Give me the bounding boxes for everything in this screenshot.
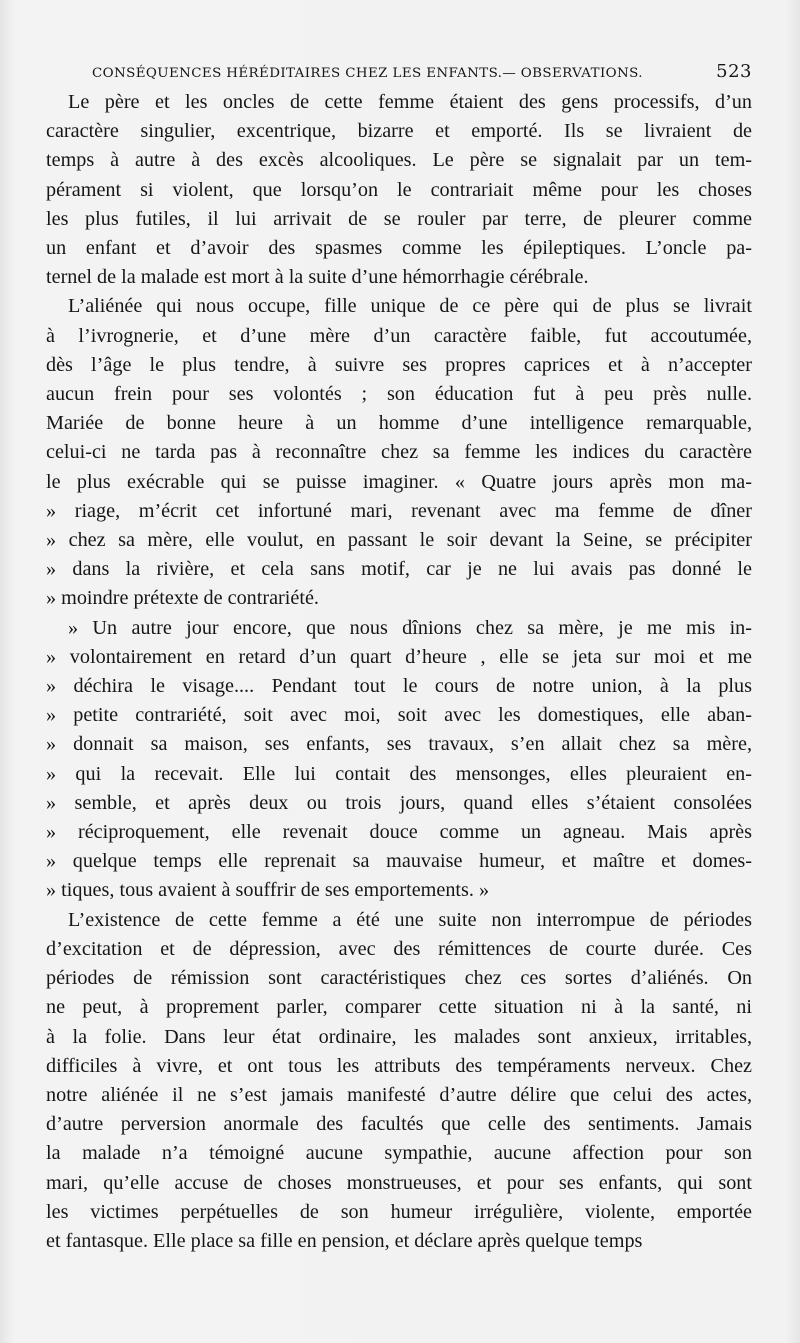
text-line: Le père et les oncles de cette femme étaient des gens processifs, d’un [68,91,752,113]
text-line: caractère singulier, excentrique, bizarre et emporté. Ils se livraient de [46,120,752,143]
text-line: » moindre prétexte de contrariété. [46,587,319,610]
text-line: à l’ivrognerie, et d’une mère d’un caractère faible, fut accoutumée, [46,324,752,347]
paragraph [46,614,752,906]
text-line: pérament si violent, que lorsqu’on le contrariait même pour les choses [46,178,752,201]
text-line: et fantasque. Elle place sa fille en pension, et déclare après quelque temps [46,1229,643,1252]
text-line: à la folie. Dans leur état ordinaire, les malades sont anxieux, irritables, [46,1025,752,1048]
running-head [46,58,752,88]
text-line: » chez sa mère, elle voulut, en passant le soir devant la Seine, se précipiter [46,529,752,552]
text-line: un enfant et d’avoir des spasmes comme les épileptiques. L’oncle pa- [46,237,752,260]
running-head-title: CONSÉQUENCES HÉRÉDITAIRES CHEZ LES ENFANTS.— OBSERVATIONS. [92,66,643,81]
paragraph [46,292,752,613]
text-line: les plus futiles, il lui arrivait de se rouler par terre, de pleurer comme [46,207,752,230]
text-line: notre aliénée il ne s’est jamais manifesté d’autre délire que celui des actes, [46,1083,752,1106]
text-line: difficiles à vivre, et ont tous les attributs des tempéraments nerveux. Chez [46,1054,752,1077]
page-number: 523 [716,61,752,82]
body-text [46,88,752,1256]
text-line: le plus exécrable qui se puisse imaginer. « Quatre jours après mon ma- [46,470,752,493]
text-line: » volontairement en retard d’un quart d’heure , elle se jeta sur moi et me [46,645,752,668]
text-line: » riage, m’écrit cet infortuné mari, revenant avec ma femme de dîner [46,499,752,522]
text-line: » Un autre jour encore, que nous dînions chez sa mère, je me mis in- [68,616,752,639]
text-line: ternel de la malade est mort à la suite d’une hémorrhagie cérébrale. [46,266,589,289]
paragraph [46,88,752,292]
text-line: » réciproquement, elle revenait douce comme un agneau. Mais après [46,821,752,844]
text-line: » dans la rivière, et cela sans motif, car je ne lui avais pas donné le [46,558,752,581]
text-line: » quelque temps elle reprenait sa mauvaise humeur, et maître et domes- [46,850,752,873]
text-line: » tiques, tous avaient à souffrir de ses emportements. » [46,879,490,902]
text-line: ne peut, à proprement parler, comparer cette situation ni à la santé, ni [46,996,752,1019]
text-line: d’excitation et de dépression, avec des rémittences de courte durée. Ces [46,937,752,960]
text-line: temps à autre à des excès alcooliques. Le père se signalait par un tem- [46,149,752,172]
text-line: d’autre perversion anormale des facultés que celle des sentiments. Jamais [46,1113,752,1136]
text-line: L’aliénée qui nous occupe, fille unique de ce père qui de plus se livrait [68,295,752,318]
text-line: mari, qu’elle accuse de choses monstrueuses, et pour ses enfants, qui sont [46,1171,752,1194]
text-line: » qui la recevait. Elle lui contait des mensonges, elles pleuraient en- [46,762,752,785]
text-line: » semble, et après deux ou trois jours, quand elles s’étaient consolées [46,791,752,814]
text-line: périodes de rémission sont caractéristiques chez ces sortes d’aliénés. On [46,967,752,990]
paragraph [46,906,752,1256]
text-line: celui-ci ne tarda pas à reconnaître chez sa femme les indices du caractère [46,441,752,464]
text-line: L’existence de cette femme a été une suite non interrompue de périodes [68,908,752,931]
text-line: » déchira le visage.... Pendant tout le cours de notre union, à la plus [46,675,752,698]
text-line: les victimes perpétuelles de son humeur irrégulière, violente, emportée [46,1200,752,1223]
text-line: aucun frein pour ses volontés ; son éducation fut à peu près nulle. [46,383,752,406]
book-page [46,58,752,1256]
text-line: » petite contrariété, soit avec moi, soit avec les domestiques, elle aban- [46,704,752,727]
text-line: Mariée de bonne heure à un homme d’une intelligence remarquable, [46,412,752,435]
text-line: la malade n’a témoigné aucune sympathie, aucune affection pour son [46,1142,752,1165]
text-line: dès l’âge le plus tendre, à suivre ses propres caprices et à n’accepter [46,353,752,376]
text-line: » donnait sa maison, ses enfants, ses travaux, s’en allait chez sa mère, [46,733,752,756]
